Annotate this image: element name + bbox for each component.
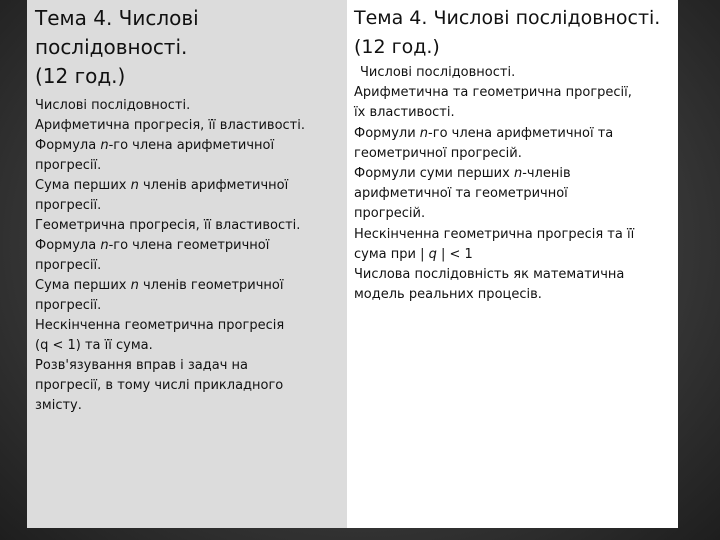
left-topic-line [35,276,341,296]
variable-text: q [428,246,437,262]
line-text: | < 1 [436,246,473,262]
left-topic-line [35,356,341,376]
right-topic-line [354,63,676,83]
left-topic-line [35,196,341,216]
line-text: Арифметична прогресія, її властивості. [35,118,305,133]
line-text: членів арифметичної [138,178,289,193]
left-topic-line [35,316,341,336]
left-topic-line [35,216,341,236]
line-text: Формули [354,125,420,141]
line-text: змісту. [35,398,82,413]
left-topic-title [35,4,341,91]
slide [27,0,678,528]
right-topic-line [354,265,676,285]
right-topic-line [354,184,676,204]
line-text: -го члена геометричної [108,238,270,253]
right-topic-list [354,63,676,305]
line-text: Числові послідовності. [35,98,191,113]
line-text: Числові послідовності. [360,65,516,80]
right-topic-line [354,225,676,245]
left-topic-line [35,96,341,116]
left-topic-line [35,396,341,416]
line-text: членів геометричної [138,278,284,293]
line-text: Формула [35,238,101,253]
left-topic-line [35,116,341,136]
left-title-line: (12 год.) [35,64,126,88]
line-text: прогресії. [35,158,102,173]
line-text: Нескінченна геометрична прогресія [35,318,285,333]
left-topic-line [35,176,341,196]
right-topic-line [354,103,676,123]
left-column [27,0,347,528]
line-text: Сума перших [35,278,131,293]
right-title-line: (12 год.) [354,36,440,58]
line-text: (q < 1) та її сума. [35,338,153,353]
left-title-line: послідовності. [35,35,188,59]
line-text: сума при | [354,246,429,262]
left-topic-line [35,136,341,156]
right-topic-line [354,124,676,144]
left-topic-line [35,256,341,276]
variable-text: n [513,166,523,182]
right-topic-line [354,83,676,103]
left-topic-line [35,376,341,396]
line-text: геометричної прогресій. [354,145,522,161]
right-topic-line [354,285,676,305]
line-text: Формула [35,138,101,153]
line-text: прогресій. [354,206,426,222]
right-topic-title [354,4,676,62]
line-text: прогресії. [35,198,102,213]
variable-text: n [100,238,109,253]
variable-text: n [130,178,139,193]
line-text: Сума перших [35,178,131,193]
line-text: їх властивості. [354,105,455,121]
right-topic-line [354,144,676,164]
line-text: Розв'язування вправ і задач на [35,358,248,373]
variable-text: n [130,278,139,293]
line-text: Формули суми перших [354,166,514,182]
line-text: прогресії. [35,298,102,313]
line-text: арифметичної та геометричної [354,186,568,202]
right-topic-line [354,204,676,224]
line-text: -го члена арифметичної [108,138,275,153]
left-topic-line [35,236,341,256]
line-text: прогресії. [35,258,102,273]
line-text: Числова послідовність як математична [354,267,625,283]
left-topic-line [35,296,341,316]
line-text: Нескінченна геометрична прогресія та її [354,226,635,242]
line-text: -членів [522,166,571,182]
left-topic-list [35,96,341,416]
left-title-line: Тема 4. Числові [35,6,199,30]
left-topic-line [35,336,341,356]
variable-text: n [419,125,429,141]
right-column [347,0,678,528]
right-topic-line [354,164,676,184]
variable-text: n [100,138,109,153]
line-text: Геометрична прогресія, її властивості. [35,218,301,233]
line-text: модель реальних процесів. [354,287,542,303]
right-title-line: Тема 4. Числові послідовності. [354,7,661,29]
line-text: Арифметична та геометрична прогресії, [354,85,632,101]
line-text: прогресії, в тому числі прикладного [35,378,284,393]
right-topic-line [354,245,676,265]
line-text: -го члена арифметичної та [428,125,614,141]
left-topic-line [35,156,341,176]
